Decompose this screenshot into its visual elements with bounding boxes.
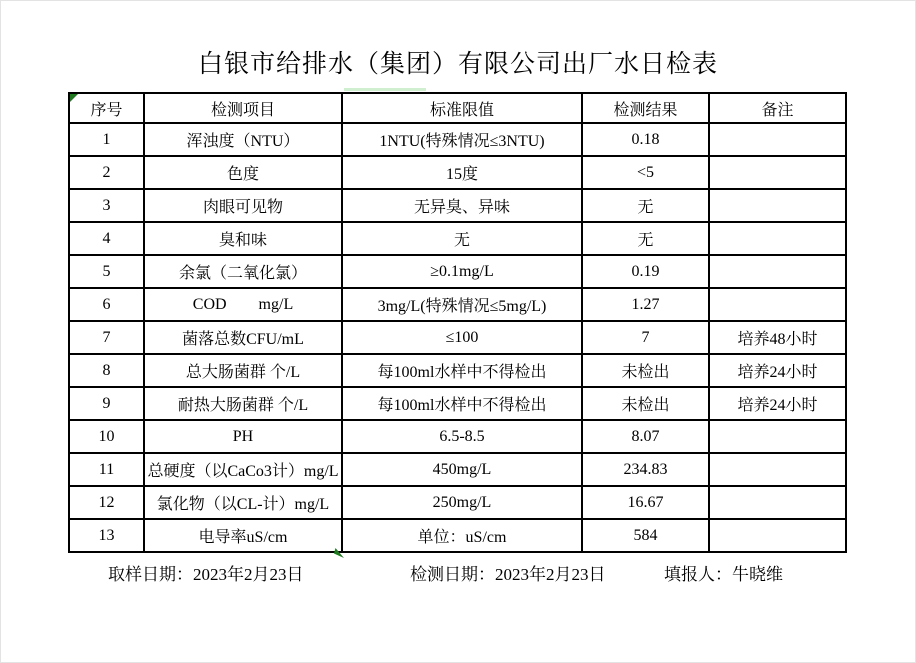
table-row [69, 123, 846, 156]
daily-inspection-table [68, 92, 847, 553]
cell-item: 色度 [144, 156, 342, 189]
cell-limit: 450mg/L [342, 453, 582, 486]
cell-no: 11 [69, 453, 144, 486]
cell-limit: 每100ml水样中不得检出 [342, 354, 582, 387]
cell-result: 234.83 [582, 453, 709, 486]
cell-limit: 250mg/L [342, 486, 582, 519]
green-corner-marker-icon [70, 94, 78, 102]
cell-item: 余氯（二氧化氯） [144, 255, 342, 288]
cell-result: 未检出 [582, 354, 709, 387]
cell-no: 8 [69, 354, 144, 387]
header-cell-no: 序号 [69, 93, 144, 123]
cell-note [709, 519, 846, 552]
header-row [69, 93, 846, 123]
cell-note: 培养48小时 [709, 321, 846, 354]
table-row [69, 420, 846, 453]
table-row [69, 288, 846, 321]
cell-no: 2 [69, 156, 144, 189]
cell-limit: 单位：uS/cm [342, 519, 582, 552]
cell-item: 氯化物（以CL-计）mg/L [144, 486, 342, 519]
cell-limit: 15度 [342, 156, 582, 189]
cell-limit: 6.5-8.5 [342, 420, 582, 453]
cell-result: 1.27 [582, 288, 709, 321]
cell-note [709, 420, 846, 453]
page-title: 白银市给排水（集团）有限公司出厂水日检表 [197, 51, 718, 78]
cell-item: 肉眼可见物 [144, 189, 342, 222]
table-row [69, 156, 846, 189]
cell-result: 0.19 [582, 255, 709, 288]
cell-no: 13 [69, 519, 144, 552]
header-cell-item: 检测项目 [144, 93, 342, 123]
cell-result: 7 [582, 321, 709, 354]
cell-result: 0.18 [582, 123, 709, 156]
cell-no: 12 [69, 486, 144, 519]
cell-note [709, 255, 846, 288]
header-cell-result: 检测结果 [582, 93, 709, 123]
cell-item: COD mg/L [144, 288, 342, 321]
cell-note [709, 123, 846, 156]
cell-no: 9 [69, 387, 144, 420]
cell-result: 16.67 [582, 486, 709, 519]
cell-item: 电导率uS/cm [144, 519, 342, 552]
cell-note [709, 189, 846, 222]
cell-note [709, 222, 846, 255]
cell-limit: 1NTU(特殊情况≤3NTU) [342, 123, 582, 156]
footer [0, 560, 916, 582]
cell-no: 7 [69, 321, 144, 354]
header-cell-limit: 标准限值 [342, 93, 582, 123]
table-row [69, 453, 846, 486]
cell-result: <5 [582, 156, 709, 189]
table-row [69, 354, 846, 387]
cell-item: 臭和味 [144, 222, 342, 255]
table-row [69, 387, 846, 420]
cell-no: 5 [69, 255, 144, 288]
table-row [69, 321, 846, 354]
cell-item: 耐热大肠菌群 个/L [144, 387, 342, 420]
header-cell-note: 备注 [709, 93, 846, 123]
cell-result: 584 [582, 519, 709, 552]
cell-result: 无 [582, 222, 709, 255]
cell-item: 菌落总数CFU/mL [144, 321, 342, 354]
cell-item: 总大肠菌群 个/L [144, 354, 342, 387]
cell-no: 3 [69, 189, 144, 222]
cell-note [709, 453, 846, 486]
cell-note: 培养24小时 [709, 354, 846, 387]
cell-item: PH [144, 420, 342, 453]
cell-limit: 无异臭、异味 [342, 189, 582, 222]
cell-result: 未检出 [582, 387, 709, 420]
cell-limit: 每100ml水样中不得检出 [342, 387, 582, 420]
cell-limit: 3mg/L(特殊情况≤5mg/L) [342, 288, 582, 321]
cell-no: 4 [69, 222, 144, 255]
cell-result: 8.07 [582, 420, 709, 453]
cell-item: 总硬度（以CaCo3计）mg/L [144, 453, 342, 486]
cell-no: 10 [69, 420, 144, 453]
cell-result: 无 [582, 189, 709, 222]
reporter-label: 填报人：牛晓维 [664, 565, 783, 584]
cell-no: 1 [69, 123, 144, 156]
cell-item: 浑浊度（NTU） [144, 123, 342, 156]
sampling-date-label: 取样日期：2023年2月23日 [108, 565, 304, 584]
green-smudge-artifact [344, 88, 426, 91]
cell-no: 6 [69, 288, 144, 321]
table-row [69, 255, 846, 288]
cell-note [709, 156, 846, 189]
cell-note: 培养24小时 [709, 387, 846, 420]
table-row [69, 222, 846, 255]
cell-limit: 无 [342, 222, 582, 255]
cell-note [709, 486, 846, 519]
test-date-label: 检测日期：2023年2月23日 [410, 565, 606, 584]
table-row [69, 486, 846, 519]
table-row [69, 519, 846, 552]
cell-note [709, 288, 846, 321]
table-row [69, 189, 846, 222]
cell-limit: ≤100 [342, 321, 582, 354]
cell-limit: ≥0.1mg/L [342, 255, 582, 288]
